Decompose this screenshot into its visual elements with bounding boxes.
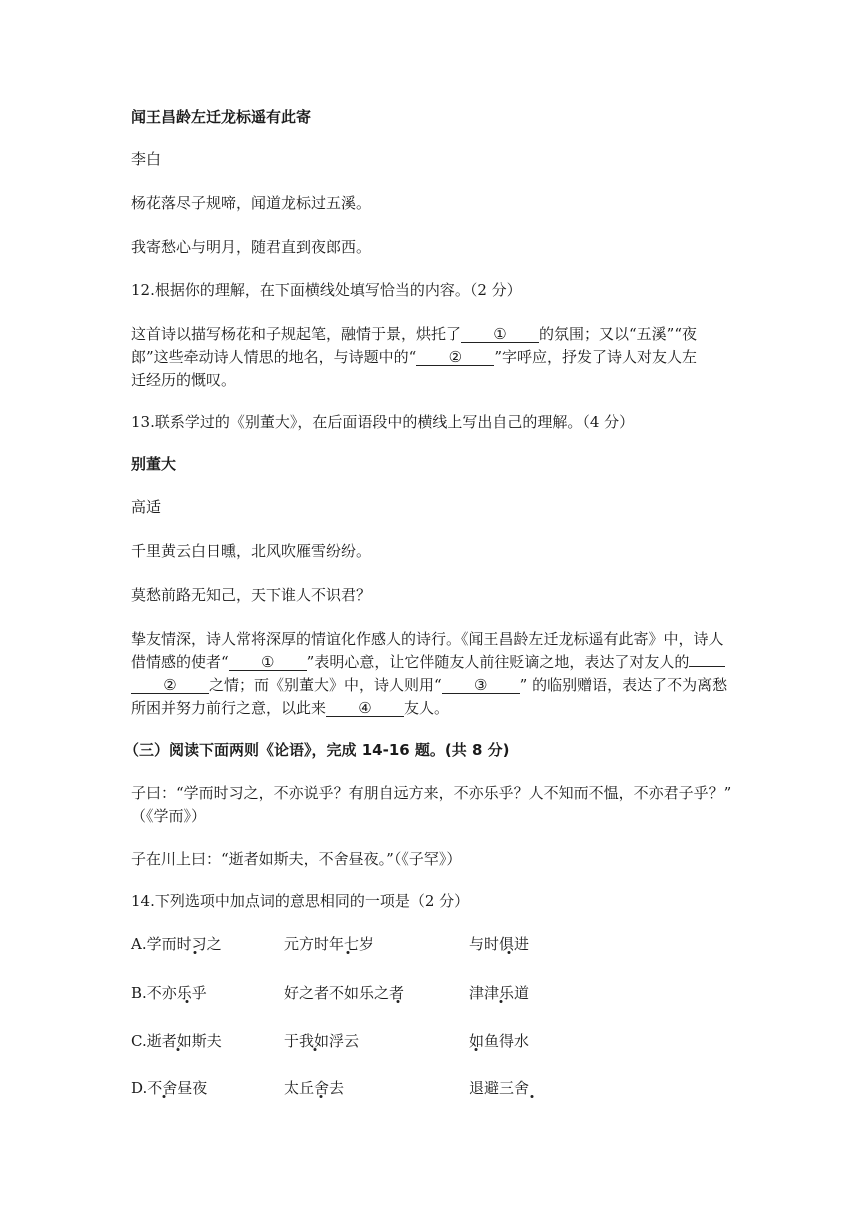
option-b-col1[interactable] <box>131 982 207 1004</box>
para-line2 <box>131 651 725 673</box>
answer-blank-p2-start[interactable] <box>689 666 725 667</box>
answer-blank-1[interactable]: ① <box>461 326 539 343</box>
poem1-author: 李白 <box>131 150 162 168</box>
para-line4 <box>131 697 449 719</box>
option-c-col3: 如鱼得水 <box>469 1032 530 1050</box>
lunyu-quote2: 子在川上曰：“逝者如斯夫，不舍昼夜。”（《子罕》） <box>131 850 462 868</box>
option-d-col1[interactable] <box>131 1077 207 1099</box>
q12-text: 这首诗以描写杨花和子规起笔，融情于景，烘托了 <box>131 325 462 343</box>
option-b-col3: 津津乐道 <box>469 984 530 1002</box>
poem2-title: 别董大 <box>131 455 177 473</box>
answer-blank-p1[interactable]: ① <box>229 654 307 671</box>
option-a-text: A.学而时习之 <box>131 935 222 953</box>
answer-blank-p2[interactable]: ② <box>131 677 209 694</box>
option-a-col2: 元方时年七岁 <box>284 935 375 953</box>
para-text: 之情；而《别董大》中，诗人则用“ <box>209 676 442 694</box>
q12-text: ”字呼应，抒发了诗人对友人左 <box>494 348 698 366</box>
option-c-text: C.逝者如斯夫 <box>131 1032 222 1050</box>
lunyu-quote1: 子曰：“学而时习之，不亦说乎？有朋自远方来，不亦乐乎？人不知而不愠，不亦君子乎？” <box>131 784 732 802</box>
lunyu-quote1-source: （《学而》） <box>131 807 207 825</box>
option-d-col3: 退避三舍 <box>469 1079 530 1097</box>
option-d-col2: 太丘舍去 <box>284 1079 345 1097</box>
poem2-line2: 莫愁前路无知己，天下谁人不识君？ <box>131 586 372 604</box>
poem2-line1: 千里黄云白日曛，北风吹雁雪纷纷。 <box>131 542 372 560</box>
q12-line2 <box>131 346 697 368</box>
q13-stem: 13.联系学过的《别董大》，在后面语段中的横线上写出自己的理解。（4 分） <box>131 413 635 431</box>
q12-text: 郎”这些牵动诗人情思的地名，与诗题中的“ <box>131 348 417 366</box>
q12-line1 <box>131 323 697 345</box>
poem1-title: 闻王昌龄左迁龙标遥有此寄 <box>131 108 312 126</box>
para-text: 友人。 <box>404 699 450 717</box>
q12-text: 的氛围；又以“五溪”“夜 <box>539 325 698 343</box>
para-text: ” 的临别赠语，表达了不为离愁 <box>519 676 728 694</box>
poem2-author: 高适 <box>131 498 162 516</box>
answer-blank-2[interactable]: ② <box>416 349 494 366</box>
poem1-line1: 杨花落尽子规啼，闻道龙标过五溪。 <box>131 194 372 212</box>
option-b-col2: 好之者不如乐之者 <box>284 984 405 1002</box>
para-text: ”表明心意，让它伴随友人前往贬谪之地，表达了对友人的 <box>306 653 690 671</box>
answer-blank-p3[interactable]: ③ <box>442 677 520 694</box>
poem1-line2: 我寄愁心与明月，随君直到夜郎西。 <box>131 238 372 256</box>
q14-stem: 14.下列选项中加点词的意思相同的一项是（2 分） <box>131 892 470 910</box>
option-d-text: D.不舍昼夜 <box>131 1079 208 1097</box>
option-c-col2: 于我如浮云 <box>284 1032 360 1050</box>
section3-heading: （三）阅读下面两则《论语》，完成 14-16 题。(共 8 分) <box>124 741 510 759</box>
para-text: 所困并努力前行之意，以此来 <box>131 699 327 717</box>
para-text: 借情感的使者“ <box>131 653 229 671</box>
option-a-col3: 与时俱进 <box>469 935 530 953</box>
q12-line3: 迁经历的慨叹。 <box>131 371 237 389</box>
option-b-text: B.不亦乐乎 <box>131 984 207 1002</box>
q12-stem: 12.根据你的理解，在下面横线处填写恰当的内容。（2 分） <box>131 281 522 299</box>
para-line3 <box>131 674 727 696</box>
answer-blank-p4[interactable]: ④ <box>326 700 404 717</box>
para-line1: 挚友情深，诗人常将深厚的情谊化作感人的诗行。《闻王昌龄左迁龙标遥有此寄》中，诗人 <box>131 630 724 648</box>
option-a-col1[interactable] <box>131 933 222 955</box>
